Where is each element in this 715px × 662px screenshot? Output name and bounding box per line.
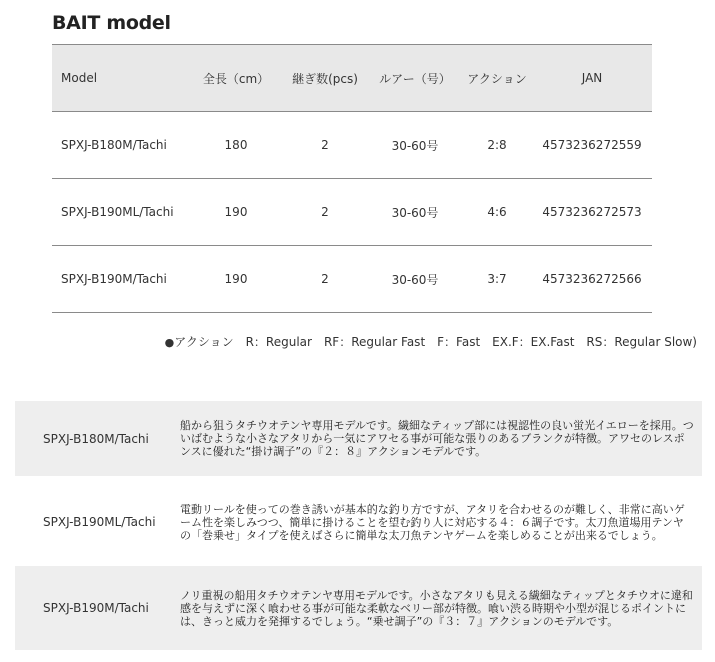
cell-length: 180 <box>190 112 282 179</box>
description-model: SPXJ-B190ML/Tachi <box>43 515 156 529</box>
cell-jan: 4573236272573 <box>532 179 652 246</box>
description-model: SPXJ-B180M/Tachi <box>43 431 149 446</box>
header-model: Model <box>52 45 190 112</box>
cell-lure: 30-60号 <box>368 112 462 179</box>
table-row <box>52 246 652 313</box>
action-legend <box>165 333 697 350</box>
cell-model: SPXJ-B190ML/Tachi <box>52 179 190 246</box>
bullet-icon: ● <box>164 336 175 349</box>
header-jan: JAN <box>532 45 652 112</box>
header-length: 全長（cm） <box>190 45 282 112</box>
page-title: BAIT model <box>52 12 171 34</box>
description-row <box>15 481 702 563</box>
cell-model: SPXJ-B180M/Tachi <box>52 112 190 179</box>
table-header-row <box>52 45 652 112</box>
description-text: 船から狙うタチウオテンヤ専用モデルです。繊細なティップ部には視認性の良い蛍光イエローを採用。ついばむような小さなアタリから一気にアワセる事が可能な張りのあるブランクが特徴。アワセのレスポンスに優れた“掛け調子”の『２：８』アクションモデルです。 <box>180 419 694 458</box>
spec-table <box>52 44 652 313</box>
description-model: SPXJ-B190M/Tachi <box>43 601 149 615</box>
cell-length: 190 <box>190 246 282 313</box>
cell-action: 4:6 <box>462 179 532 246</box>
cell-jan: 4573236272566 <box>532 246 652 313</box>
table-row <box>52 179 652 246</box>
header-action: アクション <box>462 45 532 112</box>
header-lure: ルアー（号） <box>368 45 462 112</box>
description-text: 電動リールを使っての巻き誘いが基本的な釣り方ですが、アタリを合わせるのが難しく、非常に高いゲーム性を楽しみつつ、簡単に掛けることを望む釣り人に対応する４：６調子です。太刀魚道場用テンヤの「巻乗せ」タイプを使えばさらに簡単な太刀魚テンヤゲームを楽しめることが出来るでしょう。 <box>180 502 685 542</box>
cell-length: 190 <box>190 179 282 246</box>
cell-jan: 4573236272559 <box>532 112 652 179</box>
description-row <box>15 401 702 476</box>
cell-action: 2:8 <box>462 112 532 179</box>
header-pieces: 継ぎ数(pcs) <box>282 45 368 112</box>
cell-pieces: 2 <box>282 246 368 313</box>
cell-action: 3:7 <box>462 246 532 313</box>
description-row <box>15 566 702 650</box>
cell-pieces: 2 <box>282 112 368 179</box>
table-row <box>52 112 652 179</box>
legend-text: アクション R：Regular RF：Regular Fast F：Fast EX.F：EX.Fast RS：Regular Slow) <box>174 335 697 349</box>
cell-lure: 30-60号 <box>368 246 462 313</box>
cell-pieces: 2 <box>282 179 368 246</box>
description-text: ノリ重視の船用タチウオテンヤ専用モデルです。小さなアタリも見える繊細なティップとタチウオに違和感を与えずに深く喰わせる事が可能な柔軟なベリー部が特徴。喰い渋る時期や小型が混じるポイントには、きっと威力を発揮するでしょう。“乗せ調子”の『３：７』アクションのモデルです。 <box>180 588 693 628</box>
cell-lure: 30-60号 <box>368 179 462 246</box>
cell-model: SPXJ-B190M/Tachi <box>52 246 190 313</box>
